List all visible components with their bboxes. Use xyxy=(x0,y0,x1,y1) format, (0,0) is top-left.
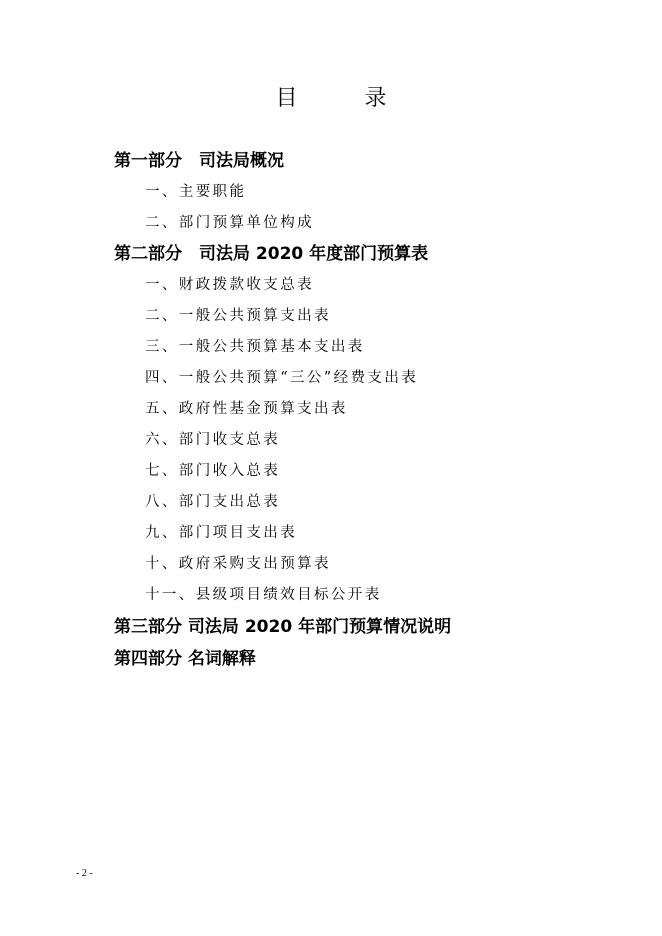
toc-part-4: 第四部分 名词解释 xyxy=(114,649,256,669)
toc-part-2: 第二部分 司法局 2020 年度部门预算表 xyxy=(114,244,429,264)
page-number: - 2 - xyxy=(76,868,93,879)
toc-item: 十一、县级项目绩效目标公开表 xyxy=(145,587,382,603)
toc-item: 一、主要职能 xyxy=(145,184,247,200)
toc-item: 三、一般公共预算基本支出表 xyxy=(145,339,365,355)
toc-item: 八、部门支出总表 xyxy=(145,494,281,510)
toc-part-3: 第三部分 司法局 2020 年部门预算情况说明 xyxy=(114,617,452,637)
toc-item: 七、部门收入总表 xyxy=(145,463,281,479)
toc-item: 四、一般公共预算“三公”经费支出表 xyxy=(145,370,419,386)
toc-item: 九、部门项目支出表 xyxy=(145,525,298,541)
toc-item: 一、财政拨款收支总表 xyxy=(145,277,314,293)
toc-item: 二、部门预算单位构成 xyxy=(145,215,314,231)
toc-part-1: 第一部分 司法局概况 xyxy=(114,151,284,171)
toc-item: 六、部门收支总表 xyxy=(145,432,281,448)
toc-title: 目 录 xyxy=(275,86,417,111)
toc-item: 五、政府性基金预算支出表 xyxy=(145,401,348,417)
toc-item: 二、一般公共预算支出表 xyxy=(145,308,331,324)
toc-item: 十、政府采购支出预算表 xyxy=(145,556,331,572)
